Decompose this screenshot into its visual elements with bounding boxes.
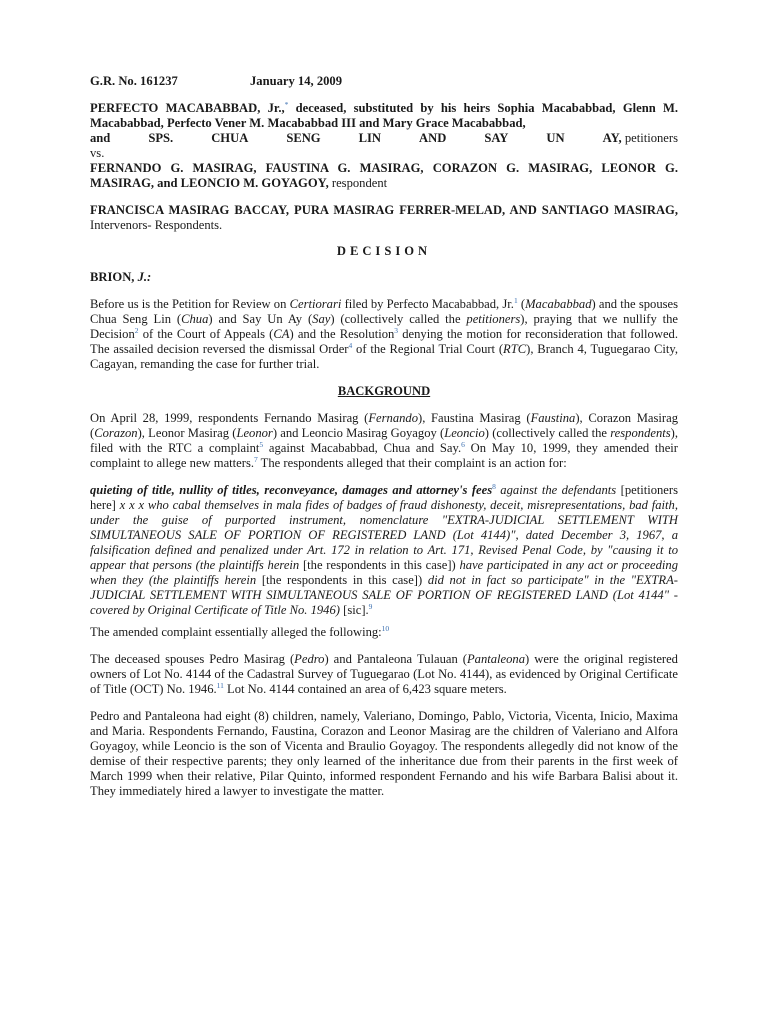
text-run: ), filed with the RTC a complaint bbox=[90, 426, 678, 455]
text-run: [the respondents in this case]) bbox=[299, 558, 460, 572]
text-run: Before us is the Petition for Review on bbox=[90, 297, 290, 311]
text-run: filed by Perfecto Macababbad, Jr. bbox=[341, 297, 514, 311]
text-run: Certiorari bbox=[289, 297, 342, 311]
petitioner-name: PERFECTO MACABABBAD, Jr., bbox=[90, 101, 285, 115]
petitioner-heirs: deceased, substituted by his heirs Sophia Macababbad, Glenn M. Macababbad, Perfecto Vener M. Macababbad III and Mary Grace Macababbad, bbox=[90, 101, 678, 130]
footnote-ref[interactable]: 8 bbox=[492, 481, 496, 491]
case-header bbox=[90, 74, 678, 89]
paragraph-amended-intro bbox=[90, 625, 678, 640]
footnote-ref[interactable]: 7 bbox=[254, 454, 258, 464]
text-run: Lot No. 4144 contained an area of 6,423 square meters. bbox=[223, 682, 507, 696]
footnote-ref[interactable]: 4 bbox=[348, 340, 353, 350]
text-run: The respondents alleged that their complaint is an action for: bbox=[257, 456, 567, 470]
decision-date: January 14, 2009 bbox=[250, 74, 343, 88]
party-word: and bbox=[90, 131, 111, 145]
text-run: of the Court of Appeals ( bbox=[138, 327, 274, 341]
text-run: ) (collectively called the bbox=[484, 426, 611, 440]
text-run: ), Corazon Masirag ( bbox=[90, 411, 678, 440]
document-page bbox=[90, 74, 678, 799]
footnote-ref[interactable]: 1 bbox=[513, 295, 518, 305]
party-role: petitioners bbox=[624, 131, 678, 145]
text-run: have participated in any act or proceeding when they (the plaintiffs herein bbox=[90, 558, 678, 587]
footnote-ref[interactable]: * bbox=[284, 99, 289, 109]
text-run: respondents bbox=[610, 426, 671, 440]
text-run: CA bbox=[273, 327, 290, 341]
text-run: [the respondents in this case]) bbox=[256, 573, 428, 587]
paragraph-background bbox=[90, 411, 678, 471]
versus: vs. bbox=[90, 146, 105, 160]
text-run: against the defendants bbox=[495, 483, 617, 497]
text-run: did not in fact so participate" in the "EXTRA-JUDICIAL SETTLEMENT WITH SIMULTANEOUS SALE OF PORTION OF REGISTERED LAND (Lot 4144" - covered by Original Certificate of Title No. 1946) bbox=[90, 573, 678, 617]
text-run: x x x who cabal themselves in mala fides of badges of fraud dishonesty, deceit, misrepresentations, bad faith, under the guise of purported instrument, nomenclature "EXTRA-JUDICIAL SETTLEMENT WITH SIMULTANEOUS SALE OF PORTION OF REGISTERED LAND (Lot 4144)", dated December 3, 1967, a falsification defined and penalized under Art. 172 in relation to Art. 171, Revised Penal Code, by "causing it to appear that persons (the plaintiffs herein bbox=[90, 498, 678, 572]
text-run: ), Branch 4, Tuguegarao City, Cagayan, remanding the case for further trial. bbox=[90, 342, 678, 371]
petitioner-party bbox=[90, 101, 678, 131]
text-run: Faustina bbox=[530, 411, 576, 425]
ponente-name: BRION, bbox=[90, 270, 138, 284]
text-run: On April 28, 1999, respondents Fernando Masirag ( bbox=[90, 411, 369, 425]
text-run: Chua bbox=[181, 312, 209, 326]
text-run: Leoncio bbox=[444, 426, 485, 440]
decision-title: DECISION bbox=[336, 244, 432, 258]
text-run: of the Regional Trial Court ( bbox=[352, 342, 504, 356]
text-run: quieting of title, nullity of titles, reconveyance, damages and attorney's fees bbox=[90, 483, 493, 497]
intervenor-names: FRANCISCA MASIRAG BACCAY, PURA MASIRAG FERRER-MELAD, AND SANTIAGO MASIRAG, bbox=[90, 203, 678, 217]
quoted-allegation bbox=[90, 483, 678, 618]
gr-number: G.R. No. 161237 bbox=[90, 74, 178, 88]
text-run: ), praying that we nullify the Decision bbox=[90, 312, 678, 341]
text-run: ) and the Resolution bbox=[289, 327, 395, 341]
text-run: The deceased spouses Pedro Masirag ( bbox=[90, 652, 295, 666]
party-word: UN bbox=[546, 131, 565, 145]
respondent-party bbox=[90, 161, 678, 191]
text-run: Pantaleona bbox=[466, 652, 526, 666]
text-run: ( bbox=[517, 297, 526, 311]
text-run: ) and Pantaleona Tulauan ( bbox=[324, 652, 467, 666]
text-run: Leonor bbox=[236, 426, 273, 440]
text-run: ) were the original registered owners of Lot No. 4144 of the Cadastral Survey of Tuguegarao (Lot No. 4144), as evidenced by Original Certificate of Title (OCT) No. 1946. bbox=[90, 652, 678, 696]
text-run: [sic]. bbox=[339, 603, 369, 617]
text-run: ) (collectively called the bbox=[330, 312, 467, 326]
ponente bbox=[90, 270, 678, 285]
text-run: Macababbad bbox=[525, 297, 592, 311]
respondent-role: respondent bbox=[328, 176, 388, 190]
party-word: SENG bbox=[286, 131, 321, 145]
intervenor-party bbox=[90, 203, 678, 233]
text-run: Say bbox=[312, 312, 331, 326]
text-run: ) and the spouses Chua Seng Lin ( bbox=[90, 297, 679, 326]
text-run: On May 10, 1999, they amended their complaint to allege new matters. bbox=[90, 441, 678, 470]
footnote-ref[interactable]: 3 bbox=[394, 325, 399, 335]
background-heading: BACKGROUND bbox=[337, 384, 431, 398]
party-word: AND bbox=[419, 131, 447, 145]
footnote-ref[interactable]: 10 bbox=[381, 623, 390, 633]
text-run: petitioners bbox=[466, 312, 521, 326]
party-word: AY, bbox=[602, 131, 622, 145]
paragraph-spouses bbox=[90, 652, 678, 697]
footnote-ref[interactable]: 6 bbox=[461, 439, 465, 449]
text-run: ), Faustina Masirag ( bbox=[418, 411, 531, 425]
text-run: denying the motion for reconsideration that followed. The assailed decision reversed the dismissal Order bbox=[90, 327, 678, 356]
party-word: LIN bbox=[358, 131, 382, 145]
footnote-ref[interactable]: 11 bbox=[216, 680, 224, 690]
text-run: ) and Leoncio Masirag Goyagoy ( bbox=[272, 426, 445, 440]
footnote-ref[interactable]: 2 bbox=[134, 325, 139, 335]
footnote-ref[interactable]: 9 bbox=[368, 601, 373, 611]
text-run: Corazon bbox=[94, 426, 138, 440]
text-run: against Macababbad, Chua and Say. bbox=[263, 441, 462, 455]
party-word: SAY bbox=[484, 131, 509, 145]
text-run: ) and Say Un Ay ( bbox=[208, 312, 313, 326]
paragraph-intro bbox=[90, 297, 678, 372]
text-run: The amended complaint essentially alleged the following: bbox=[90, 625, 382, 639]
text-run: Pedro and Pantaleona had eight (8) children, namely, Valeriano, Domingo, Pablo, Victoria, Vicenta, Inicio, Maxima and Maria. Respondents Fernando, Faustina, Corazon and Leonor Masirag are the children of Valeriano and Alfora Goyagoy, while Leoncio is the son of Vicenta and Braulio Goyagoy. The respondents allegedly did not know of the demise of their respective parents; they only learned of the inheritance due from their parents in the first week of March 1999 when their relative, Pilar Quinto, informed respondent Fernando and his wife Barbara Balisi about it. They immediately hired a lawyer to investigate the matter. bbox=[90, 709, 678, 798]
spouses-party-line bbox=[90, 131, 678, 146]
respondent-names: FERNANDO G. MASIRAG, FAUSTINA G. MASIRAG, CORAZON G. MASIRAG, LEONOR G. MASIRAG, and LEONCIO M. GOYAGOY, bbox=[90, 161, 678, 190]
intervenor-role: Intervenors- Respondents. bbox=[90, 218, 223, 232]
paragraph-children bbox=[90, 709, 678, 799]
footnote-ref[interactable]: 5 bbox=[259, 439, 264, 449]
text-run: Pedro bbox=[294, 652, 325, 666]
party-word: CHUA bbox=[211, 131, 249, 145]
ponente-title: J.: bbox=[137, 270, 152, 284]
text-run: ), Leonor Masirag ( bbox=[137, 426, 237, 440]
text-run: RTC bbox=[503, 342, 527, 356]
party-word: SPS. bbox=[148, 131, 174, 145]
text-run: [petitioners here] bbox=[90, 483, 678, 512]
text-run: Fernando bbox=[368, 411, 419, 425]
